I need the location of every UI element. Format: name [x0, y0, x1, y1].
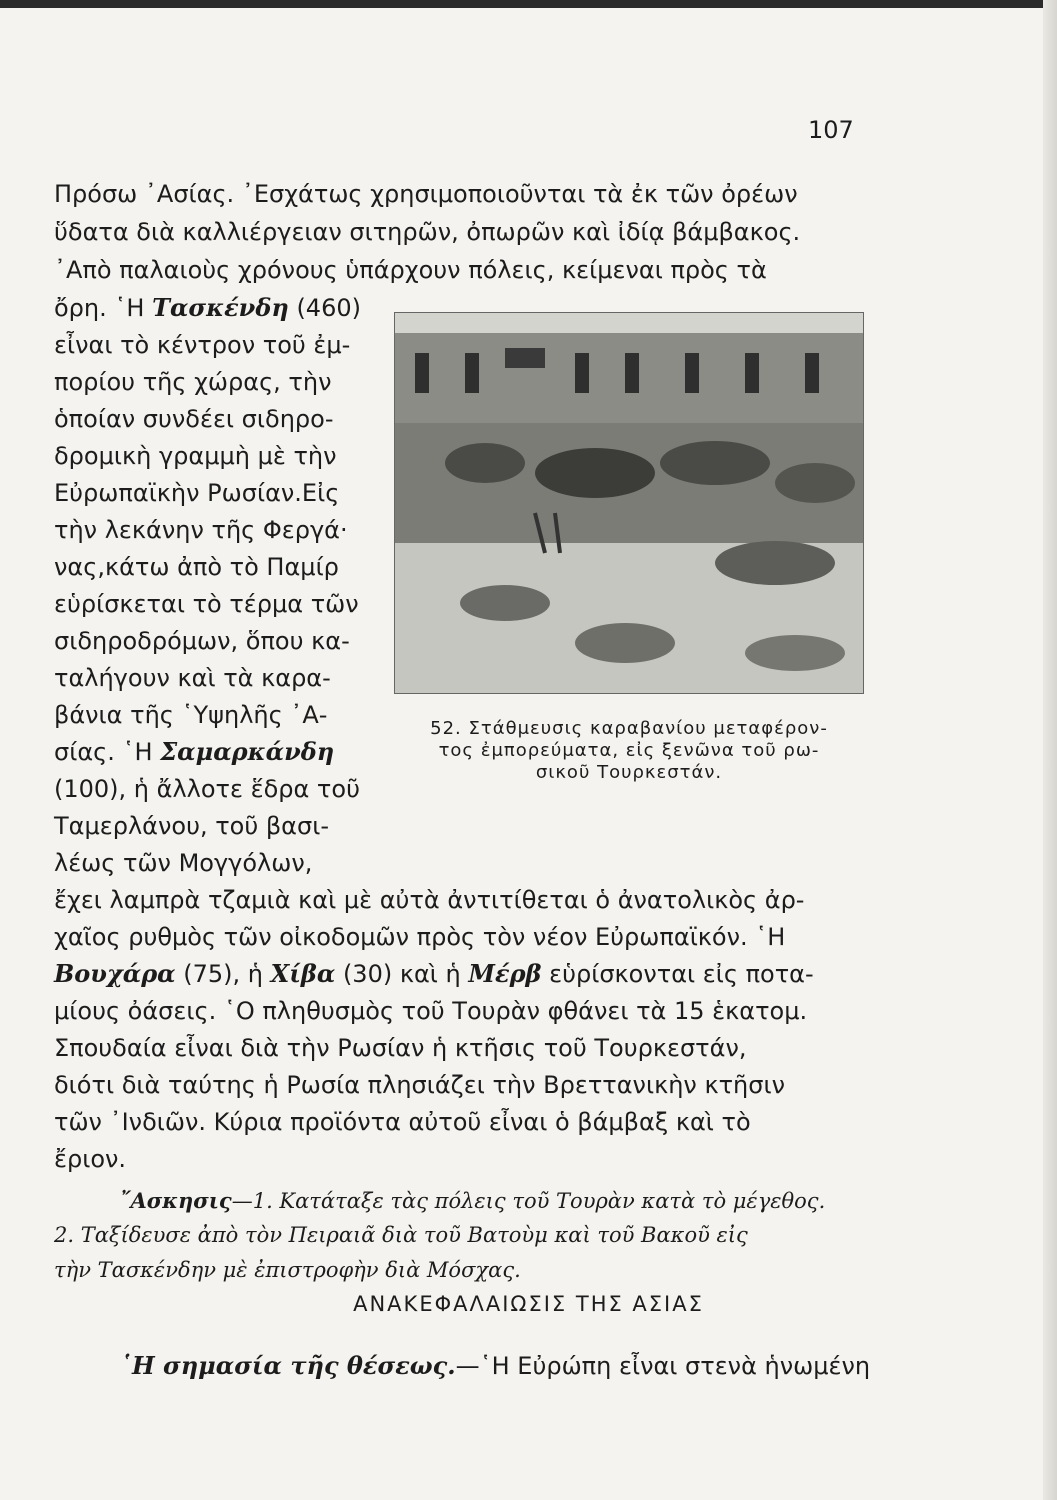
text-line: (100), ἡ ἄλλοτε ἕδρα τοῦ: [54, 775, 360, 803]
text-line: Ταμερλάνου, τοῦ βασι-: [54, 812, 329, 840]
text-line: τῶν ᾿Ινδιῶν. Κύρια προϊόντα αὐτοῦ εἶναι ὁ βάμβαξ καὶ τὸ: [54, 1108, 751, 1136]
text-line: νας,κάτω ἀπὸ τὸ Παμίρ: [54, 553, 339, 581]
exercise-line-2: 2. Ταξίδευσε ἀπὸ τὸν Πειραιᾶ διὰ τοῦ Βατοὺμ καὶ τοῦ Βακοῦ εἰς: [54, 1223, 748, 1247]
text-line: πορίου τῆς χώρας, τὴν: [54, 368, 332, 396]
page-right-edge: [1043, 0, 1057, 1500]
figure-caption: 52. Στάθμευσις καραβανίου μεταφέρον- τος ἐμπορεύματα, εἰς ξενῶνα τοῦ ρω- σικοῦ Τουρκεστάν.: [430, 718, 828, 783]
text-line: Εὐρωπαϊκὴν Ρωσίαν.Εἰς: [54, 479, 340, 507]
text-line: διότι διὰ ταύτης ἡ Ρωσία πλησιάζει τὴν Βρεττανικὴν κτῆσιν: [54, 1071, 786, 1099]
top-scan-edge: [0, 0, 1057, 8]
page-number: 107: [808, 116, 854, 144]
section-heading: ΑΝΑΚΕΦΑΛΑΙΩΣΙΣ ΤΗΣ ΑΣΙΑΣ: [353, 1292, 704, 1316]
text-line: μίους ὀάσεις. ῾Ο πληθυσμὸς τοῦ Τουρὰν φθάνει τὰ 15 ἑκατομ.: [54, 997, 808, 1025]
place-name-merv: Μέρβ: [468, 959, 542, 988]
text-line: χαῖος ρυθμὸς τῶν οἰκοδομῶν πρὸς τὸν νέον Εὐρωπαϊκόν. ῾Η: [54, 923, 786, 951]
text-line: ὕδατα διὰ καλλιέργειαν σιτηρῶν, ὀπωρῶν καὶ ἰδίᾳ βάμβακος.: [54, 218, 801, 246]
text-line: ἔριον.: [54, 1145, 127, 1173]
text-line: Πρόσω ᾿Ασίας. ᾿Εσχάτως χρησιμοποιοῦνται τὰ ἐκ τῶν ὀρέων: [54, 180, 798, 208]
text-line: τὴν λεκάνην τῆς Φεργά·: [54, 516, 348, 544]
text-line: ᾿Απὸ παλαιοὺς χρόνους ὑπάρχουν πόλεις, κείμεναι πρὸς τὰ: [54, 256, 767, 284]
text-line: ταλήγουν καὶ τὰ καρα-: [54, 664, 331, 692]
subheading: ῾Η σημασία τῆς θέσεως.: [120, 1351, 456, 1380]
text-line: εὑρίσκεται τὸ τέρμα τῶν: [54, 590, 359, 618]
place-name-khiva: Χίβα: [270, 959, 336, 988]
text-line: σιδηροδρόμων, ὅπου κα-: [54, 627, 350, 655]
text-line: λέως τῶν Μογγόλων,: [54, 849, 313, 877]
text-line: δρομικὴ γραμμὴ μὲ τὴν: [54, 442, 337, 470]
caravan-photo: [394, 312, 864, 694]
text-line: εἶναι τὸ κέντρον τοῦ ἐμ-: [54, 331, 351, 359]
text-line: ῾Η σημασία τῆς θέσεως.—῾Η Εὐρώπη εἶναι στενὰ ἡνωμένη: [120, 1351, 871, 1380]
exercise-label: ῎Ασκησις: [120, 1188, 232, 1213]
text-line: Σπουδαία εἶναι διὰ τὴν Ρωσίαν ἡ κτῆσις τοῦ Τουρκεστάν,: [54, 1034, 747, 1062]
place-name-samarkand: Σαμαρκάνδη: [160, 737, 335, 766]
text-line: ὄρη. ῾Η Τασκένδη (460): [54, 293, 361, 322]
exercise-line-1: ῎Ασκησις—1. Κατάταξε τὰς πόλεις τοῦ Τουρὰν κατὰ τὸ μέγεθος.: [120, 1188, 826, 1213]
text-line: βάνια τῆς ῾Υψηλῆς ᾿Α-: [54, 701, 328, 729]
text-line: ἔχει λαμπρὰ τζαμιὰ καὶ μὲ αὐτὰ ἀντιτίθεται ὁ ἀνατολικὸς ἀρ-: [54, 886, 805, 914]
text-line: σίας. ῾Η Σαμαρκάνδη: [54, 737, 335, 766]
text-line: ὁποίαν συνδέει σιδηρο-: [54, 405, 334, 433]
text-line: Βουχάρα (75), ἡ Χίβα (30) καὶ ἡ Μέρβ εὑρίσκονται εἰς ποτα-: [54, 959, 814, 988]
place-name-tashkent: Τασκένδη: [152, 293, 289, 322]
place-name-bukhara: Βουχάρα: [54, 959, 176, 988]
exercise-line-3: τὴν Τασκένδην μὲ ἐπιστροφὴν διὰ Μόσχας.: [54, 1258, 521, 1282]
